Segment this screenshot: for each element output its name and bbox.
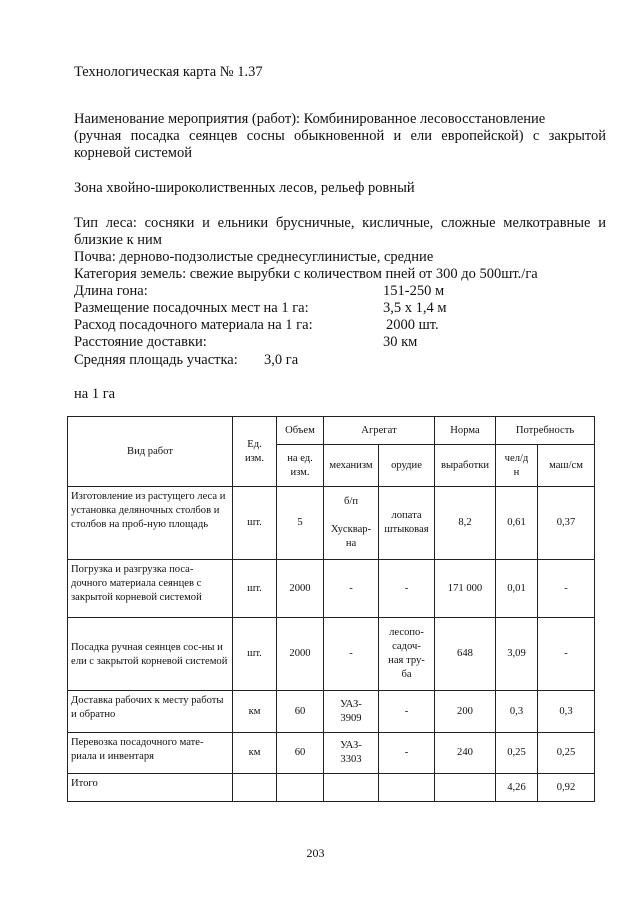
machine-shifts-cell: 0,3 (538, 691, 595, 733)
table-row (68, 560, 595, 618)
area-label: Средняя площадь участка: (74, 352, 238, 368)
man-days-cell: 0,3 (496, 691, 538, 733)
mechanism-cell: УАЗ- 3909 (324, 691, 379, 733)
empty-cell (379, 774, 435, 802)
tool-cell: - (379, 691, 435, 733)
man-days-cell: 0,25 (496, 733, 538, 774)
volume-cell: 2000 (277, 560, 324, 618)
header-aggregate: Агрегат (324, 417, 435, 445)
param-value: 2000 шт. (386, 317, 439, 333)
work-cell: Изготовление из растущего леса и установка деляночных столбов и столбов на проб-ную площадь (68, 487, 233, 560)
tool-cell: - (379, 560, 435, 618)
measure-line-1: Наименование мероприятия (работ): Комбинированное лесовосстановление (74, 111, 546, 127)
norm-cell: 171 000 (435, 560, 496, 618)
empty-cell (324, 774, 379, 802)
param-label: Размещение посадочных мест на 1 га: (74, 300, 309, 316)
man-days-cell: 3,09 (496, 618, 538, 691)
param-label: Длина гона: (74, 283, 148, 299)
measure-line-2: (ручная посадка сеянцев сосны обыкновенной и ели европейской) с закрытой (74, 128, 606, 144)
volume-cell: 60 (277, 733, 324, 774)
tool-cell: лопата штыковая (379, 487, 435, 560)
work-cell: Перевозка посадочного мате-риала и инвентаря (68, 733, 233, 774)
land-category-line: Категория земель: свежие вырубки с количеством пней от 300 до 500шт./га (74, 266, 538, 282)
forest-type-line-2: близкие к ним (74, 232, 162, 248)
area-value: 3,0 га (264, 352, 299, 368)
param-value: 3,5 х 1,4 м (383, 300, 447, 316)
header-volume: Объем (277, 417, 324, 445)
table-row (68, 487, 595, 560)
mechanism-cell: УАЗ- 3303 (324, 733, 379, 774)
param-label: Расстояние доставки: (74, 334, 207, 350)
volume-cell: 60 (277, 691, 324, 733)
work-table (67, 416, 595, 802)
measure-line-3: корневой системой (74, 145, 192, 161)
header-work: Вид работ (68, 417, 233, 487)
mechanism-cell: - (324, 618, 379, 691)
machine-shifts-cell: 0,37 (538, 487, 595, 560)
total-man-days-cell: 4,26 (496, 774, 538, 802)
mechanism-cell: б/п Хусквар- на (324, 487, 379, 560)
norm-cell: 240 (435, 733, 496, 774)
total-row (68, 774, 595, 802)
empty-cell (435, 774, 496, 802)
page-number: 203 (306, 846, 325, 860)
unit-cell: шт. (233, 618, 277, 691)
card-title: Технологическая карта № 1.37 (74, 64, 263, 80)
work-cell: Доставка рабочих к месту работы и обратно (68, 691, 233, 733)
unit-cell: км (233, 691, 277, 733)
tool-cell: лесопо- садоч- ная тру- ба (379, 618, 435, 691)
empty-cell (233, 774, 277, 802)
man-days-cell: 0,61 (496, 487, 538, 560)
man-days-cell: 0,01 (496, 560, 538, 618)
soil-line: Почва: дерново-подзолистые среднесуглинистые, средние (74, 249, 434, 265)
norm-cell: 8,2 (435, 487, 496, 560)
header-man-days: чел/д н (496, 445, 538, 487)
total-label-cell: Итого (68, 774, 233, 802)
mechanism-cell: - (324, 560, 379, 618)
table-row (68, 733, 595, 774)
empty-cell (277, 774, 324, 802)
header-machine-shifts: маш/см (538, 445, 595, 487)
unit-cell: шт. (233, 560, 277, 618)
forest-type-line-1: Тип леса: сосняки и ельники брусничные, кисличные, сложные мелкотравные и (74, 215, 606, 231)
header-output: выработки (435, 445, 496, 487)
machine-shifts-cell: - (538, 618, 595, 691)
machine-shifts-cell: - (538, 560, 595, 618)
work-cell: Погрузка и разгрузка поса-дочного материала сеянцев с закрытой корневой системой (68, 560, 233, 618)
per-ha-label: на 1 га (74, 386, 116, 402)
norm-cell: 200 (435, 691, 496, 733)
header-need: Потребность (496, 417, 595, 445)
header-mechanism: механизм (324, 445, 379, 487)
param-label: Расход посадочного материала на 1 га: (74, 317, 313, 333)
param-value: 151-250 м (383, 283, 445, 299)
volume-cell: 5 (277, 487, 324, 560)
table-row (68, 618, 595, 691)
unit-cell: км (233, 733, 277, 774)
work-cell: Посадка ручная сеянцев сос-ны и ели с закрытой корневой системой (68, 618, 233, 691)
volume-cell: 2000 (277, 618, 324, 691)
header-volume-per: на ед. изм. (277, 445, 324, 487)
norm-cell: 648 (435, 618, 496, 691)
header-tool: орудие (379, 445, 435, 487)
param-value: 30 км (383, 334, 418, 350)
unit-cell: шт. (233, 487, 277, 560)
tool-cell: - (379, 733, 435, 774)
header-norm: Норма (435, 417, 496, 445)
header-unit: Ед. изм. (233, 417, 277, 487)
table-row (68, 691, 595, 733)
machine-shifts-cell: 0,25 (538, 733, 595, 774)
total-machine-shifts-cell: 0,92 (538, 774, 595, 802)
zone-line: Зона хвойно-широколиственных лесов, рельеф ровный (74, 180, 415, 196)
